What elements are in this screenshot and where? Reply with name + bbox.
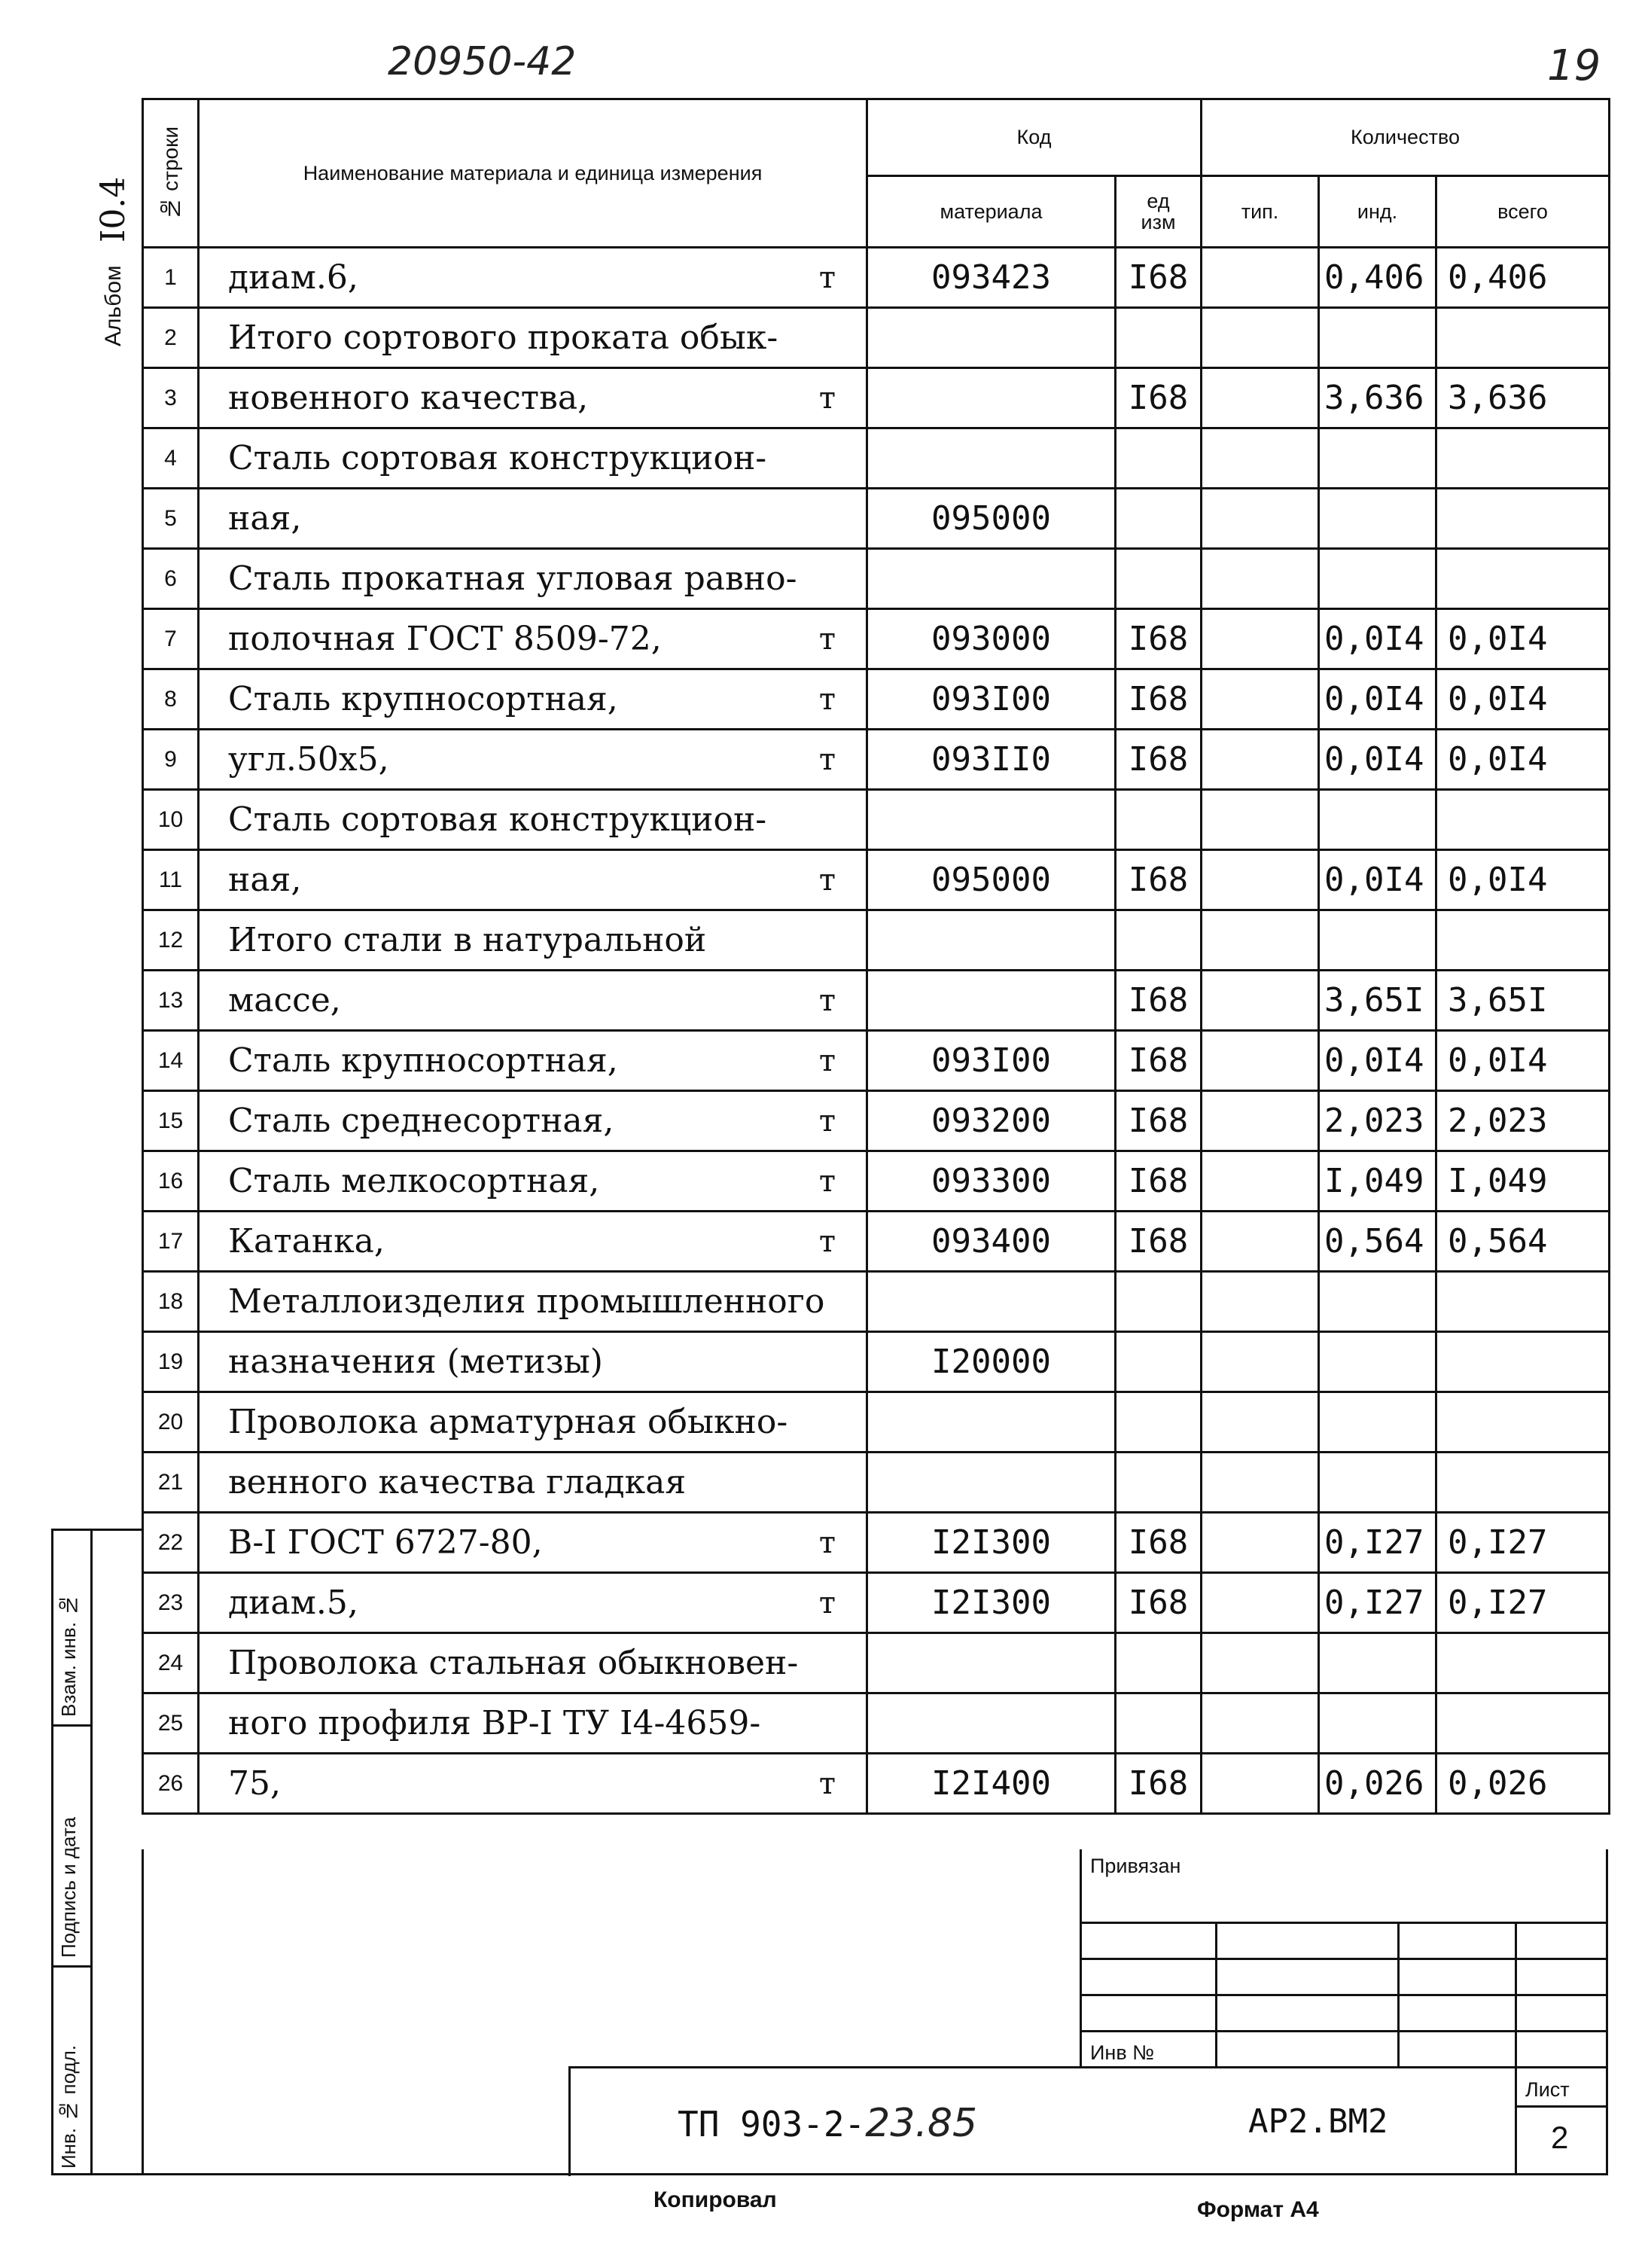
qty-ind: 0,026: [1319, 1754, 1436, 1814]
material-name-text: Проволока арматурная обыкно-: [228, 1403, 788, 1441]
material-code: [867, 971, 1116, 1031]
qty-type: [1202, 1573, 1319, 1633]
stamp-tied-to: Привязан: [1090, 1855, 1181, 1877]
qty-ind: 0,0I4: [1319, 730, 1436, 790]
material-code: 093300: [867, 1151, 1116, 1212]
material-name-text: В-I ГОСТ 6727-80,: [228, 1523, 543, 1562]
qty-total: 2,023: [1436, 1091, 1610, 1151]
table-row: [143, 790, 1610, 850]
qty-ind: [1319, 428, 1436, 489]
table-row: [143, 1332, 1610, 1392]
qty-total: [1436, 549, 1610, 609]
qty-total: [1436, 1332, 1610, 1392]
qty-type: [1202, 1091, 1319, 1151]
material-name: [199, 1031, 867, 1091]
materials-table-body: [143, 248, 1610, 1814]
qty-total: 3,65I: [1436, 971, 1610, 1031]
page-number-handwritten: 19: [1547, 41, 1601, 90]
qty-total: 0,I27: [1436, 1513, 1610, 1573]
material-name-text: диам.6,: [228, 258, 358, 297]
material-name-text: полочная ГОСТ 8509-72,: [228, 620, 662, 658]
row-number: 10: [143, 790, 199, 850]
material-name: [199, 1332, 867, 1392]
unit-label: т: [818, 1224, 836, 1259]
qty-ind: 0,406: [1319, 248, 1436, 308]
row-number: 13: [143, 971, 199, 1031]
qty-ind: I,049: [1319, 1151, 1436, 1212]
qty-type: [1202, 489, 1319, 549]
qty-type: [1202, 1754, 1319, 1814]
stamp-doc-mark: АР2.ВМ2: [1248, 2102, 1388, 2141]
material-name: [199, 1212, 867, 1272]
row-number: 5: [143, 489, 199, 549]
qty-type: [1202, 248, 1319, 308]
material-name-text: 75,: [228, 1764, 281, 1803]
qty-total: 0,406: [1436, 248, 1610, 308]
material-code: [867, 428, 1116, 489]
table-row: [143, 1693, 1610, 1754]
qty-type: [1202, 790, 1319, 850]
qty-total: 0,026: [1436, 1754, 1610, 1814]
row-number: 9: [143, 730, 199, 790]
table-row: [143, 368, 1610, 428]
material-code: 093000: [867, 609, 1116, 669]
material-name: [199, 1693, 867, 1754]
unit-label: т: [818, 1043, 836, 1078]
unit-label: т: [818, 621, 836, 657]
table-row: [143, 1212, 1610, 1272]
qty-total: 0,0I4: [1436, 1031, 1610, 1091]
qty-total: 0,0I4: [1436, 850, 1610, 910]
qty-total: [1436, 428, 1610, 489]
unit-label: т: [818, 1163, 836, 1199]
unit-code: I68: [1116, 1513, 1202, 1573]
qty-type: [1202, 910, 1319, 971]
unit-label: т: [818, 1585, 836, 1620]
material-name-text: Катанка,: [228, 1222, 385, 1261]
material-code: [867, 1453, 1116, 1513]
material-code: 093I00: [867, 669, 1116, 730]
unit-code: I68: [1116, 1754, 1202, 1814]
qty-type: [1202, 1212, 1319, 1272]
qty-type: [1202, 549, 1319, 609]
material-name-text: венного качества гладкая: [228, 1463, 687, 1501]
qty-type: [1202, 1693, 1319, 1754]
material-name: [199, 1392, 867, 1453]
qty-type: [1202, 730, 1319, 790]
material-name-text: угл.50х5,: [228, 740, 389, 779]
material-name-text: массе,: [228, 981, 341, 1020]
qty-type: [1202, 368, 1319, 428]
row-number: 14: [143, 1031, 199, 1091]
unit-code: I68: [1116, 1212, 1202, 1272]
material-code: [867, 368, 1116, 428]
table-row: [143, 730, 1610, 790]
material-name: [199, 1091, 867, 1151]
side-label-inv-podl: Инв. № подл.: [57, 2044, 80, 2169]
material-code: [867, 1392, 1116, 1453]
header-name-text: Наименование материала и единица измерения: [303, 162, 763, 184]
material-name: [199, 850, 867, 910]
material-name: [199, 730, 867, 790]
material-name-text: Итого стали в натуральной: [228, 921, 707, 959]
material-name-text: назначения (метизы): [228, 1343, 603, 1381]
material-name: [199, 1453, 867, 1513]
qty-type: [1202, 308, 1319, 368]
row-number: 1: [143, 248, 199, 308]
table-row: [143, 489, 1610, 549]
header-quantity: Количество: [1202, 99, 1610, 176]
row-number: 17: [143, 1212, 199, 1272]
material-code: I2I300: [867, 1573, 1116, 1633]
row-number: 22: [143, 1513, 199, 1573]
material-name: [199, 1272, 867, 1332]
material-name: [199, 1633, 867, 1693]
table-row: [143, 1272, 1610, 1332]
material-code: [867, 549, 1116, 609]
material-code: 093II0: [867, 730, 1116, 790]
qty-type: [1202, 1151, 1319, 1212]
unit-label: т: [818, 742, 836, 777]
qty-total: [1436, 790, 1610, 850]
qty-total: 3,636: [1436, 368, 1610, 428]
qty-ind: [1319, 1392, 1436, 1453]
qty-ind: 0,0I4: [1319, 850, 1436, 910]
material-name: [199, 910, 867, 971]
row-number: 19: [143, 1332, 199, 1392]
unit-label: т: [818, 1525, 836, 1560]
material-name: [199, 1513, 867, 1573]
header-qty-ind: инд.: [1319, 176, 1436, 248]
table-row: [143, 1633, 1610, 1693]
material-code: [867, 1693, 1116, 1754]
qty-ind: 2,023: [1319, 1091, 1436, 1151]
qty-type: [1202, 609, 1319, 669]
qty-total: 0,I27: [1436, 1573, 1610, 1633]
footer-format: Формат А4: [1197, 2197, 1319, 2222]
header-qty-type: тип.: [1202, 176, 1319, 248]
material-name-text: ная,: [228, 499, 302, 538]
header-code: Код: [867, 99, 1202, 176]
side-label-vzam: Взам. инв. №: [57, 1593, 80, 1717]
material-name-text: Сталь крупносортная,: [228, 1041, 618, 1080]
qty-total: [1436, 1392, 1610, 1453]
qty-type: [1202, 1392, 1319, 1453]
unit-code: I68: [1116, 850, 1202, 910]
album-value: I0.4: [94, 176, 133, 243]
row-number: 21: [143, 1453, 199, 1513]
side-label-podpis: Подпись и дата: [57, 1816, 80, 1958]
unit-code: I68: [1116, 1091, 1202, 1151]
material-name-text: Сталь сортовая конструкцион-: [228, 439, 767, 477]
material-name-text: Сталь среднесортная,: [228, 1102, 614, 1140]
unit-code: I68: [1116, 669, 1202, 730]
qty-type: [1202, 1633, 1319, 1693]
row-number: 24: [143, 1633, 199, 1693]
qty-total: 0,0I4: [1436, 609, 1610, 669]
qty-total: 0,0I4: [1436, 730, 1610, 790]
qty-type: [1202, 1332, 1319, 1392]
qty-ind: [1319, 1332, 1436, 1392]
material-name: [199, 1754, 867, 1814]
qty-ind: 0,0I4: [1319, 609, 1436, 669]
table-row: [143, 1513, 1610, 1573]
material-name-text: Итого сортового проката обык-: [228, 319, 778, 357]
material-code: 095000: [867, 850, 1116, 910]
material-code: [867, 308, 1116, 368]
row-number: 15: [143, 1091, 199, 1151]
unit-label: т: [818, 862, 836, 898]
unit-code: I68: [1116, 248, 1202, 308]
material-name-text: диам.5,: [228, 1584, 358, 1622]
material-code: [867, 790, 1116, 850]
qty-ind: 0,0I4: [1319, 669, 1436, 730]
qty-ind: 0,0I4: [1319, 1031, 1436, 1091]
row-number: 23: [143, 1573, 199, 1633]
qty-ind: [1319, 1453, 1436, 1513]
unit-code: I68: [1116, 368, 1202, 428]
table-row: [143, 549, 1610, 609]
unit-code: I68: [1116, 1151, 1202, 1212]
material-name: [199, 609, 867, 669]
table-row: [143, 1091, 1610, 1151]
qty-type: [1202, 1031, 1319, 1091]
material-name: [199, 669, 867, 730]
material-code: I2I300: [867, 1513, 1116, 1573]
table-row: [143, 609, 1610, 669]
table-row: [143, 1151, 1610, 1212]
table-row: [143, 308, 1610, 368]
material-name: [199, 549, 867, 609]
row-number: 3: [143, 368, 199, 428]
row-number: 12: [143, 910, 199, 971]
qty-ind: 0,I27: [1319, 1573, 1436, 1633]
material-name: [199, 248, 867, 308]
table-row: [143, 669, 1610, 730]
table-row: [143, 910, 1610, 971]
unit-code: I68: [1116, 1573, 1202, 1633]
qty-type: [1202, 669, 1319, 730]
stamp-inv-no: Инв №: [1090, 2041, 1155, 2064]
qty-type: [1202, 428, 1319, 489]
row-number: 8: [143, 669, 199, 730]
material-code: [867, 1272, 1116, 1332]
material-name-text: ного профиля ВР-I ТУ I4-4659-: [228, 1704, 761, 1742]
qty-total: [1436, 489, 1610, 549]
unit-code: [1116, 489, 1202, 549]
unit-code: [1116, 1272, 1202, 1332]
header-code-unit-text: ед изм: [1141, 190, 1176, 233]
qty-ind: 3,65I: [1319, 971, 1436, 1031]
doc-number-handwritten: 20950-42: [388, 39, 577, 84]
material-code: I20000: [867, 1332, 1116, 1392]
material-code: 095000: [867, 489, 1116, 549]
stamp-doc-code-handwritten: 23.85: [865, 2101, 978, 2146]
unit-code: [1116, 1633, 1202, 1693]
table-row: [143, 1453, 1610, 1513]
qty-total: [1436, 910, 1610, 971]
qty-type: [1202, 1272, 1319, 1332]
unit-code: [1116, 308, 1202, 368]
qty-ind: [1319, 1693, 1436, 1754]
row-number: 16: [143, 1151, 199, 1212]
material-name: [199, 1151, 867, 1212]
qty-ind: [1319, 1272, 1436, 1332]
row-number: 4: [143, 428, 199, 489]
unit-code: [1116, 910, 1202, 971]
unit-code: [1116, 428, 1202, 489]
qty-type: [1202, 1513, 1319, 1573]
unit-code: [1116, 1392, 1202, 1453]
material-name: [199, 368, 867, 428]
qty-type: [1202, 1453, 1319, 1513]
unit-code: I68: [1116, 1031, 1202, 1091]
material-name: [199, 428, 867, 489]
table-row: [143, 1754, 1610, 1814]
unit-label: т: [818, 260, 836, 295]
header-code-unit: [1116, 176, 1202, 248]
unit-label: т: [818, 380, 836, 416]
unit-code: I68: [1116, 609, 1202, 669]
material-name-text: ная,: [228, 861, 302, 899]
row-number: 26: [143, 1754, 199, 1814]
table-row: [143, 1573, 1610, 1633]
unit-code: [1116, 1453, 1202, 1513]
material-name: [199, 1573, 867, 1633]
qty-total: [1436, 1272, 1610, 1332]
qty-ind: 3,636: [1319, 368, 1436, 428]
material-name: [199, 790, 867, 850]
header-name: [199, 99, 867, 248]
material-name-text: Сталь прокатная угловая равно-: [228, 559, 797, 598]
material-name: [199, 971, 867, 1031]
header-row-number: [143, 99, 199, 248]
unit-code: I68: [1116, 971, 1202, 1031]
qty-total: [1436, 1453, 1610, 1513]
table-row: [143, 1031, 1610, 1091]
footer-copied: Копировал: [653, 2187, 777, 2212]
material-code: 093200: [867, 1091, 1116, 1151]
material-name: [199, 308, 867, 368]
album-label: [94, 136, 133, 346]
material-code: I2I400: [867, 1754, 1116, 1814]
unit-code: [1116, 1693, 1202, 1754]
unit-label: т: [818, 1766, 836, 1801]
header-qty-total: всего: [1436, 176, 1610, 248]
material-name: [199, 489, 867, 549]
unit-label: т: [818, 1103, 836, 1139]
material-code: 093400: [867, 1212, 1116, 1272]
qty-ind: [1319, 489, 1436, 549]
header-row-number-text: № строки: [158, 126, 182, 221]
material-name-text: Сталь мелкосортная,: [228, 1162, 600, 1200]
qty-total: [1436, 308, 1610, 368]
qty-total: I,049: [1436, 1151, 1610, 1212]
row-number: 18: [143, 1272, 199, 1332]
qty-ind: [1319, 910, 1436, 971]
row-number: 7: [143, 609, 199, 669]
unit-label: т: [818, 681, 836, 717]
qty-type: [1202, 850, 1319, 910]
stamp-doc-code: [678, 2101, 977, 2146]
qty-total: [1436, 1633, 1610, 1693]
material-name-text: Металлоизделия промышленного: [228, 1282, 825, 1321]
row-number: 11: [143, 850, 199, 910]
unit-code: I68: [1116, 730, 1202, 790]
unit-code: [1116, 790, 1202, 850]
material-name-text: Проволока стальная обыкновен-: [228, 1644, 799, 1682]
material-code: 093423: [867, 248, 1116, 308]
unit-code: [1116, 1332, 1202, 1392]
qty-total: 0,0I4: [1436, 669, 1610, 730]
qty-ind: [1319, 790, 1436, 850]
table-row: [143, 428, 1610, 489]
material-code: [867, 1633, 1116, 1693]
row-number: 20: [143, 1392, 199, 1453]
material-name-text: Сталь сортовая конструкцион-: [228, 800, 767, 839]
qty-ind: 0,I27: [1319, 1513, 1436, 1573]
material-code: [867, 910, 1116, 971]
row-number: 6: [143, 549, 199, 609]
table-row: [143, 248, 1610, 308]
row-number: 25: [143, 1693, 199, 1754]
material-name-text: Сталь крупносортная,: [228, 680, 618, 718]
header-code-material: материала: [867, 176, 1116, 248]
row-number: 2: [143, 308, 199, 368]
stamp-doc-code-prefix: ТП 903-2-: [678, 2104, 866, 2145]
table-row: [143, 850, 1610, 910]
table-row: [143, 971, 1610, 1031]
unit-code: [1116, 549, 1202, 609]
qty-ind: [1319, 1633, 1436, 1693]
album-label-text: Альбом: [101, 265, 126, 346]
material-code: 093I00: [867, 1031, 1116, 1091]
material-name-text: новенного качества,: [228, 379, 589, 417]
qty-ind: [1319, 308, 1436, 368]
stamp-sheet-label: Лист: [1525, 2078, 1570, 2101]
unit-label: т: [818, 983, 836, 1018]
table-row: [143, 1392, 1610, 1453]
materials-table: [142, 98, 1610, 1815]
qty-ind: 0,564: [1319, 1212, 1436, 1272]
qty-ind: [1319, 549, 1436, 609]
stamp-sheet-value: 2: [1551, 2120, 1569, 2155]
qty-type: [1202, 971, 1319, 1031]
qty-total: 0,564: [1436, 1212, 1610, 1272]
qty-total: [1436, 1693, 1610, 1754]
